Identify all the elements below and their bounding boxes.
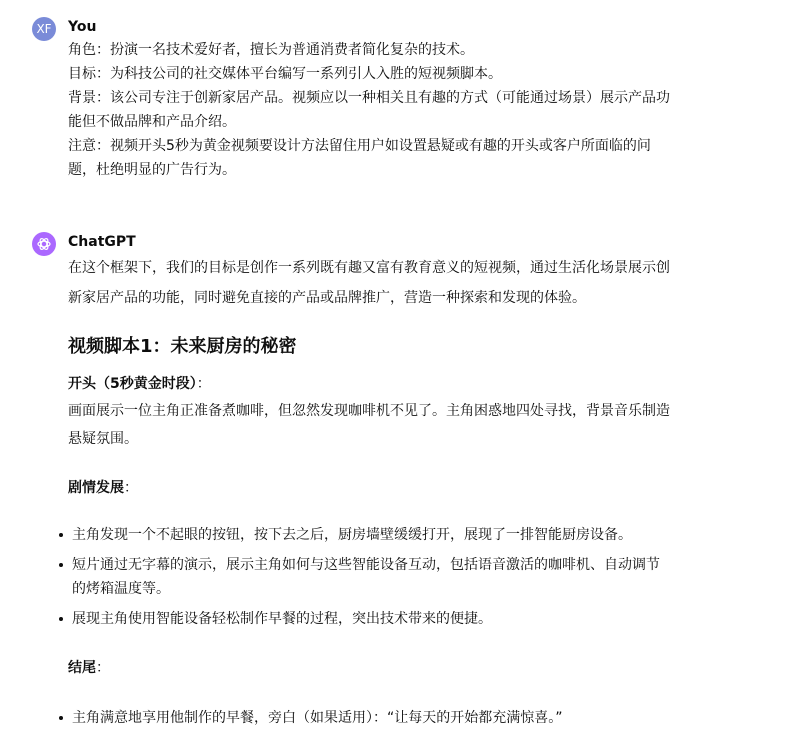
list-item: 展现主角使用智能设备轻松制作早餐的过程，突出技术带来的便捷。 [56, 607, 756, 631]
user-message-line: 角色：扮演一名技术爱好者，擅长为普通消费者简化复杂的技术。 [68, 42, 474, 58]
user-avatar-initials: XF [36, 22, 52, 36]
ending-label-text: 结尾 [68, 660, 96, 676]
assistant-intro [68, 256, 758, 310]
list-item-continuation: 的烤箱温度等。 [72, 581, 170, 597]
user-message-line: 目标：为科技公司的社交媒体平台编写一系列引人入胜的短视频脚本。 [68, 66, 502, 82]
user-message-line: 能但不做品牌和产品介绍。 [68, 114, 236, 130]
script-title: 视频脚本1：未来厨房的秘密 [68, 336, 297, 357]
assistant-name: ChatGPT [68, 234, 136, 250]
assistant-intro-line: 在这个框架下，我们的目标是创作一系列既有趣又富有教育意义的短视频，通过生活化场景展示创 [68, 260, 670, 276]
opening-text [68, 399, 758, 451]
user-message-line: 题，杜绝明显的广告行为。 [68, 162, 236, 178]
assistant-intro-line: 新家居产品的功能，同时避免直接的产品或品牌推广，营造一种探索和发现的体验。 [68, 290, 586, 306]
development-list [56, 523, 756, 637]
ending-section-label [68, 656, 110, 680]
user-avatar [32, 17, 56, 41]
opening-label-colon: ： [196, 376, 211, 392]
list-item: 短片通过无字幕的演示，展示主角如何与这些智能设备互动，包括语音激活的咖啡机、自动调节 [56, 553, 756, 577]
development-section-label [68, 476, 138, 500]
ending-label-colon: ： [96, 660, 110, 676]
openai-logo-icon [32, 232, 56, 256]
opening-section-label [68, 372, 211, 396]
opening-label-text: 开头（5秒黄金时段） [68, 376, 197, 392]
opening-line: 悬疑氛围。 [68, 431, 138, 447]
user-message-line: 背景：该公司专注于创新家居产品。视频应以一种相关且有趣的方式（可能通过场景）展示产品功 [68, 90, 670, 106]
ending-list [56, 706, 756, 736]
opening-line: 画面展示一位主角正准备煮咖啡，但忽然发现咖啡机不见了。主角困惑地四处寻找，背景音乐制造 [68, 403, 670, 419]
development-label-colon: ： [124, 480, 138, 496]
development-label-text: 剧情发展 [68, 480, 124, 496]
user-message [68, 38, 758, 182]
user-name: You [68, 19, 97, 35]
openai-logo-icon-graphic [36, 236, 52, 252]
list-item: 主角发现一个不起眼的按钮，按下去之后，厨房墙壁缓缓打开，展现了一排智能厨房设备。 [56, 523, 756, 547]
user-message-line: 注意：视频开头5秒为黄金视频要设计方法留住用户如设置悬疑或有趣的开头或客户所面临的问 [68, 138, 651, 154]
list-item: 主角满意地享用他制作的早餐，旁白（如果适用）：“让每天的开始都充满惊喜。” [56, 706, 756, 730]
